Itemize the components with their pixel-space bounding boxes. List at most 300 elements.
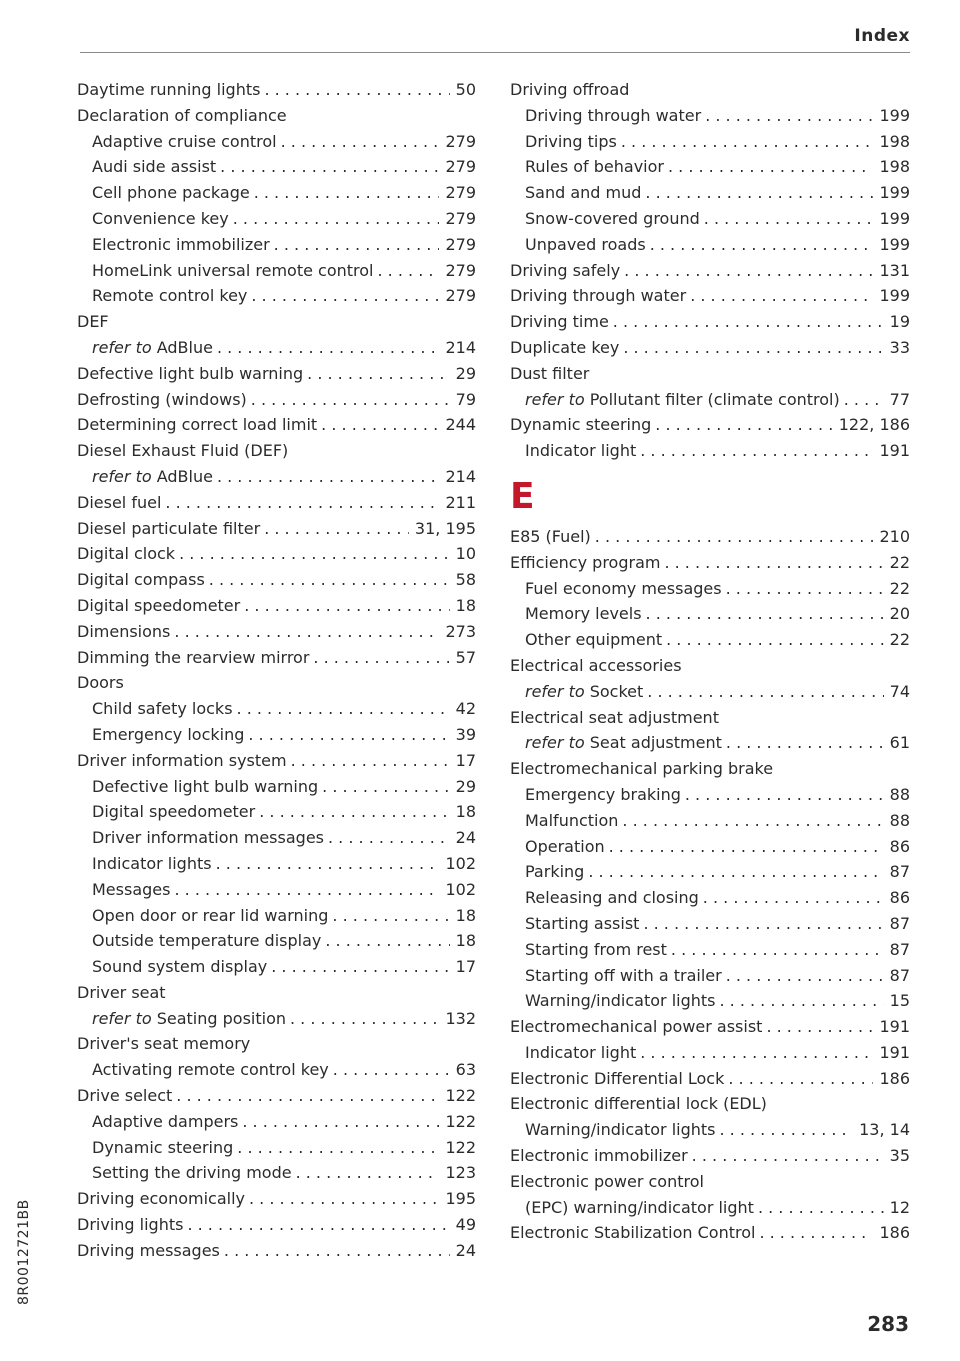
index-subentry [77,799,476,825]
index-entry [77,541,476,567]
entry-page-number: 214 [445,466,476,486]
dot-leader [650,232,874,258]
entry-text: Declaration of compliance [77,105,287,125]
entry-text: Driving messages [77,1240,220,1260]
index-entry [77,438,476,464]
index-subentry [77,232,476,258]
dot-leader [664,550,883,576]
index-entry [77,593,476,619]
entry-label [510,1169,708,1195]
dot-leader [378,258,440,284]
dot-leader [248,722,449,748]
entry-page-number: 191 [879,1042,910,1062]
dot-leader [332,903,449,929]
entry-label [92,799,259,825]
entry-label [525,180,645,206]
section-letter: E [510,475,535,517]
index-subentry [510,232,910,258]
entry-text: Electronic power control [510,1171,704,1191]
dot-leader [623,335,883,361]
index-entry [510,335,910,361]
dot-leader [165,490,439,516]
entry-label [92,903,332,929]
entry-label [510,756,777,782]
dot-leader [646,601,884,627]
dot-leader [588,859,883,885]
entry-label [77,309,113,335]
entry-text: Dimming the rearview mirror [77,647,310,667]
entry-label [525,782,685,808]
entry-label [92,206,233,232]
index-entry [77,412,476,438]
entry-label [525,103,705,129]
entry-label [510,412,655,438]
entry-label [77,980,170,1006]
dot-leader [726,576,884,602]
dot-leader [322,774,449,800]
index-entry [77,103,476,129]
entry-label [525,963,726,989]
entry-page-number: 74 [889,681,910,701]
index-entry [77,645,476,671]
entry-text: Outside temperature display [92,931,322,951]
dot-leader [647,679,883,705]
entry-text: Dynamic steering [510,415,652,435]
index-entry [77,77,476,103]
dot-leader [237,1135,439,1161]
cross-reference-prefix: refer to [525,389,585,409]
dot-leader [313,645,449,671]
page-number: 283 [867,1312,909,1336]
entry-label [510,309,613,335]
index-subentry [77,851,476,877]
index-subentry [77,903,476,929]
entry-label [77,593,244,619]
entry-text: AdBlue [156,337,213,357]
entry-text: Diesel particulate filter [77,518,261,538]
entry-text: Digital compass [77,570,205,590]
entry-text: Parking [525,862,585,882]
entry-label [77,619,174,645]
entry-label [92,722,248,748]
index-subentry [77,928,476,954]
entry-text: Driving offroad [510,80,630,99]
entry-text: HomeLink universal remote control [92,260,374,280]
entry-label [77,103,291,129]
entry-page-number: 33 [889,337,910,357]
index-subentry [510,911,910,937]
entry-text: Seat adjustment [589,733,722,753]
index-subentry [510,129,910,155]
entry-text: Driving tips [525,131,617,151]
entry-label [92,335,217,361]
index-entry [510,1014,910,1040]
dot-leader [645,180,873,206]
entry-page-number: 86 [889,888,910,908]
index-subentry [510,782,910,808]
dot-leader [624,258,873,284]
entry-label [92,877,174,903]
entry-page-number: 29 [455,776,476,796]
index-entry [77,1212,476,1238]
entry-label [525,859,588,885]
entry-text: E85 (Fuel) [510,526,591,546]
entry-text: Driver information system [77,750,287,770]
dot-leader [217,464,440,490]
entry-label [525,232,650,258]
entry-label [525,911,643,937]
entry-text: Snow-covered ground [525,208,700,228]
dot-leader [655,412,832,438]
index-entry [510,258,910,284]
dot-leader [237,696,450,722]
entry-page-number: 199 [879,183,910,203]
entry-page-number: 122 [445,1111,476,1131]
entry-label [525,129,621,155]
entry-label [525,627,666,653]
index-subentry [77,774,476,800]
entry-label [77,1031,254,1057]
index-subentry [510,1117,910,1143]
dot-leader [758,1195,884,1221]
entry-text: Indicator light [525,441,637,461]
header-rule [80,52,910,53]
entry-text: Driving safely [510,260,621,280]
entry-label [92,1109,242,1135]
dot-leader [264,77,449,103]
entry-page-number: 87 [889,939,910,959]
entry-page-number: 24 [455,828,476,848]
dot-leader [281,129,440,155]
entry-label [92,696,237,722]
entry-label [525,937,671,963]
entry-label [92,928,325,954]
index-entry [77,748,476,774]
dot-leader [264,516,409,542]
entry-text: Driver information messages [92,828,324,848]
index-subentry [77,722,476,748]
entry-text: Adaptive dampers [92,1111,239,1131]
dot-leader [216,851,440,877]
dot-leader [690,283,873,309]
entry-label [92,851,216,877]
entry-label [77,438,292,464]
entry-label [92,1160,296,1186]
entry-page-number: 279 [445,234,476,254]
index-entry [510,77,910,103]
entry-page-number: 49 [455,1215,476,1235]
index-entry [77,361,476,387]
entry-page-number: 273 [445,621,476,641]
entry-page-number: 186 [879,1068,910,1088]
index-subentry [510,154,910,180]
entry-label [92,129,281,155]
entry-text: Digital clock [77,544,176,564]
entry-label [77,567,209,593]
entry-page-number: 57 [455,647,476,667]
entry-label [525,601,646,627]
entry-page-number: 42 [455,699,476,719]
entry-page-number: 199 [879,105,910,125]
index-entry [77,387,476,413]
entry-text: Drive select [77,1086,173,1106]
entry-label [510,335,623,361]
index-entry [77,619,476,645]
entry-page-number: 279 [445,260,476,280]
entry-label [92,774,322,800]
entry-text: Digital speedometer [92,802,256,822]
index-subentry [510,808,910,834]
dot-leader [176,1083,439,1109]
entry-label [77,490,165,516]
entry-label [525,387,844,413]
dot-leader [296,1160,440,1186]
entry-label [525,1195,758,1221]
index-subentry [510,103,910,129]
entry-page-number: 29 [455,363,476,383]
entry-text: Messages [92,879,171,899]
index-subentry [77,1135,476,1161]
entry-label [525,730,726,756]
entry-text: Sand and mud [525,183,642,203]
dot-leader [759,1220,873,1246]
cross-reference-prefix: refer to [92,1008,152,1028]
entry-page-number: 31, 195 [414,518,476,538]
entry-page-number: 88 [889,784,910,804]
dot-leader [705,103,873,129]
index-entry [77,1238,476,1264]
entry-text: Convenience key [92,208,229,228]
entry-page-number: 102 [445,853,476,873]
entry-text: Electrical seat adjustment [510,707,719,727]
index-subentry [510,387,910,413]
index-subentry [77,464,476,490]
entry-page-number: 19 [889,312,910,332]
index-subentry [77,283,476,309]
entry-text: Electronic Stabilization Control [510,1223,756,1243]
entry-text: Defrosting (windows) [77,389,247,409]
entry-page-number: 61 [889,733,910,753]
entry-text: Socket [589,681,644,701]
index-subentry [510,180,910,206]
entry-text: Electronic immobilizer [510,1146,688,1166]
dot-leader [726,963,884,989]
index-subentry [77,696,476,722]
entry-label [77,1238,224,1264]
entry-page-number: 18 [455,905,476,925]
entry-page-number: 191 [879,1017,910,1037]
dot-leader [726,730,884,756]
entry-label [77,387,251,413]
dot-leader [719,1117,853,1143]
cross-reference-prefix: refer to [92,337,152,357]
entry-page-number: 79 [455,389,476,409]
entry-page-number: 17 [455,957,476,977]
index-subentry [510,206,910,232]
entry-text: Electronic differential lock (EDL) [510,1094,767,1114]
entry-page-number: 122, 186 [838,415,910,435]
entry-label [92,1135,237,1161]
index-column-right [510,77,910,1246]
dot-leader [174,877,439,903]
dot-leader [595,524,874,550]
entry-page-number: 210 [879,526,910,546]
dot-leader [249,1186,439,1212]
dot-leader [233,206,440,232]
dot-leader [224,1238,450,1264]
dot-leader [844,387,884,413]
index-subentry [510,730,910,756]
entry-page-number: 63 [455,1060,476,1080]
dot-leader [179,541,450,567]
entry-text: (EPC) warning/indicator light [525,1197,754,1217]
index-subentry [77,258,476,284]
entry-text: Warning/indicator lights [525,991,716,1011]
entry-page-number: 199 [879,286,910,306]
entry-label [525,154,668,180]
dot-leader [328,825,450,851]
index-entry [77,490,476,516]
entry-label [525,834,609,860]
cross-reference-prefix: refer to [92,466,152,486]
entry-text: Dimensions [77,621,171,641]
entry-text: Adaptive cruise control [92,131,277,151]
entry-text: Driving through water [525,105,702,125]
entry-label [525,808,622,834]
entry-label [525,206,704,232]
entry-label [77,1083,176,1109]
index-subentry [77,877,476,903]
entry-page-number: 18 [455,931,476,951]
entry-page-number: 10 [455,544,476,564]
dot-leader [703,885,884,911]
entry-page-number: 123 [445,1163,476,1183]
index-subentry [510,859,910,885]
entry-page-number: 186 [879,1223,910,1243]
entry-label [77,541,179,567]
dot-leader [692,1143,884,1169]
index-entry [510,361,910,387]
entry-label [510,361,593,387]
index-entry [77,1186,476,1212]
entry-text: Driving through water [510,286,687,306]
index-entry [510,309,910,335]
entry-text: Starting assist [525,913,640,933]
index-subentry [510,679,910,705]
entry-text: Unpaved roads [525,234,646,254]
index-entry [510,653,910,679]
entry-text: Daytime running lights [77,80,261,99]
index-entry [77,1083,476,1109]
dot-leader [174,619,439,645]
entry-text: Open door or rear lid warning [92,905,329,925]
entry-text: Starting off with a trailer [525,965,722,985]
index-subentry [510,937,910,963]
entry-page-number: 39 [455,724,476,744]
dot-leader [685,782,884,808]
entry-label [92,154,220,180]
index-entry [77,567,476,593]
document-code: 8R0012721BB [16,1199,32,1305]
index-subentry [510,988,910,1014]
entry-page-number: 195 [445,1189,476,1209]
index-entry [510,524,910,550]
entry-text: Cell phone package [92,183,250,203]
entry-text: Digital speedometer [77,595,241,615]
index-entry [77,309,476,335]
index-subentry [77,1109,476,1135]
entry-label [510,1014,766,1040]
entry-label [77,670,128,696]
entry-label [510,1143,692,1169]
entry-label [92,232,274,258]
entry-text: Indicator light [525,1042,637,1062]
entry-text: Diesel Exhaust Fluid (DEF) [77,441,289,461]
entry-text: Warning/indicator lights [525,1120,716,1140]
entry-text: Driving time [510,312,609,332]
entry-page-number: 58 [455,570,476,590]
entry-page-number: 102 [445,879,476,899]
entry-text: Remote control key [92,286,248,306]
index-subentry [77,1057,476,1083]
index-entry [510,1066,910,1092]
entry-page-number: 15 [889,991,910,1011]
entry-page-number: 18 [455,595,476,615]
entry-text: Dynamic steering [92,1137,234,1157]
dot-leader [321,412,439,438]
entry-page-number: 279 [445,157,476,177]
dot-leader [728,1066,873,1092]
index-subentry [510,963,910,989]
entry-text: Dust filter [510,363,590,383]
index-column-left [77,77,476,1264]
dot-leader [640,438,873,464]
dot-leader [254,180,440,206]
index-entry [510,283,910,309]
dot-leader [217,335,440,361]
entry-page-number: 77 [889,389,910,409]
entry-label [525,438,640,464]
entry-page-number: 13, 14 [859,1120,910,1140]
entry-label [92,825,328,851]
index-subentry [77,825,476,851]
entry-text: Driving lights [77,1215,184,1235]
entry-page-number: 211 [445,492,476,512]
entry-text: Operation [525,836,605,856]
entry-page-number: 191 [879,441,910,461]
entry-label [92,180,254,206]
cross-reference-prefix: refer to [525,733,585,753]
entry-page-number: 132 [445,1008,476,1028]
entry-label [77,77,264,103]
entry-label [510,653,686,679]
entry-page-number: 22 [889,630,910,650]
entry-page-number: 20 [889,604,910,624]
index-entry [510,1220,910,1246]
entry-text: Driver's seat memory [77,1034,251,1054]
dot-leader [640,1040,873,1066]
entry-label [510,1220,759,1246]
entry-page-number: 279 [445,183,476,203]
index-subentry [77,129,476,155]
entry-page-number: 18 [455,802,476,822]
index-entry [510,705,910,731]
entry-text: Child safety locks [92,699,233,719]
entry-text: Starting from rest [525,939,667,959]
entry-text: Fuel economy messages [525,578,722,598]
entry-label [510,77,633,103]
dot-leader [271,954,449,980]
